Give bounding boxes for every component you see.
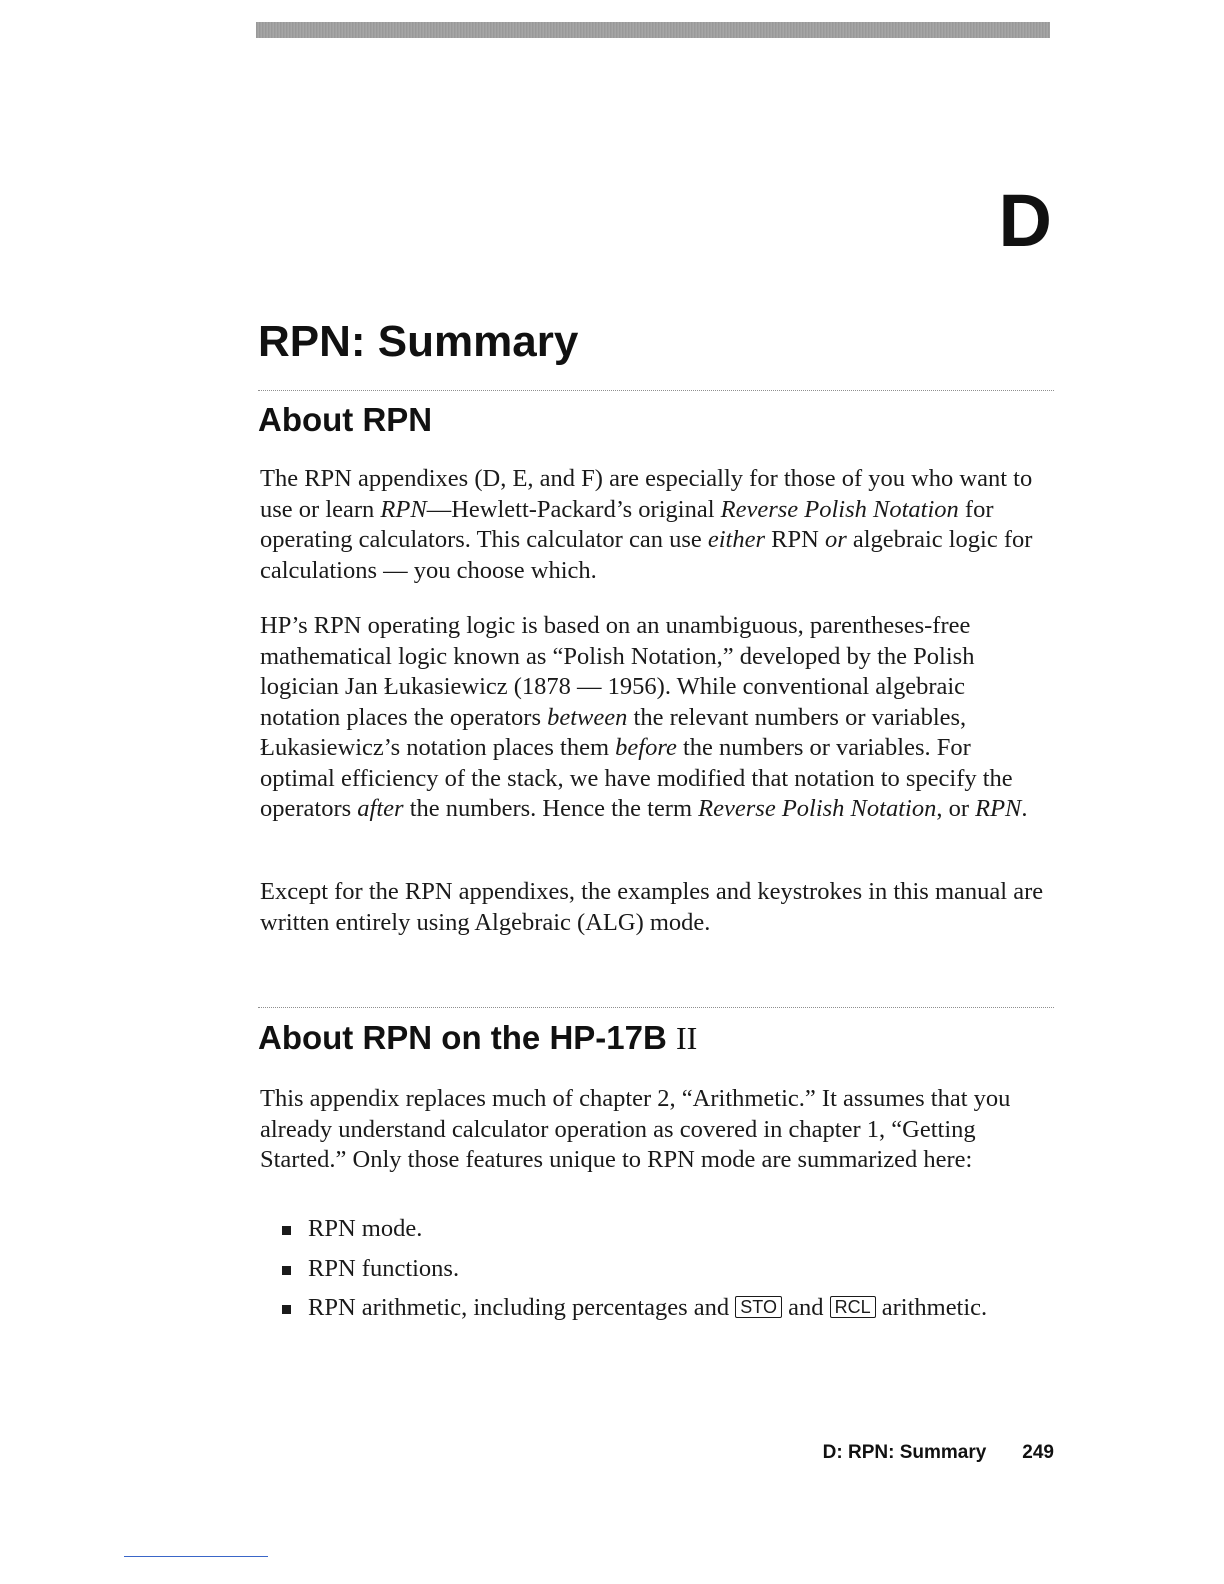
bullet-icon	[282, 1305, 291, 1314]
footer-label: D: RPN: Summary	[822, 1442, 987, 1463]
paragraph-appendix-scope: This appendix replaces much of chapter 2, “Arithmetic.” It assumes that you already understand calculator operation as covered in chapter 1, “Getting Started.” Only those features unique to RPN mode are summarized here:	[260, 1085, 1011, 1173]
list-item: RPN functions.	[260, 1254, 1050, 1285]
section-heading-about-rpn: About RPN	[258, 401, 433, 438]
sto-key: STO	[735, 1296, 782, 1318]
list-item: RPN arithmetic, including percentages and STO and RCL arithmetic.	[260, 1293, 1050, 1324]
rcl-key: RCL	[830, 1296, 876, 1318]
paragraph-intro: The RPN appendixes (D, E, and F) are especially for those of you who want to use or learn RPN—Hewlett-Packard’s original Reverse Polish Notation for operating calculators. This calculator can use either RPN or algebraic logic for calculations — you choose which.	[260, 465, 1033, 584]
chapter-letter: D	[998, 179, 1052, 262]
header-bar	[256, 22, 1050, 38]
page-title: RPN: Summary	[258, 317, 579, 366]
page-footer	[600, 1442, 1054, 1464]
paragraph-alg-mode: Except for the RPN appendixes, the examples and keystrokes in this manual are written entirely using Algebraic (ALG) mode.	[260, 878, 1044, 936]
paragraph-polish-notation: HP’s RPN operating logic is based on an unambiguous, parentheses-free mathematical logic known as “Polish Notation,” developed by the Polish logician Jan Łukasiewicz (1878 — 1956). While conventional algebraic notation places the operators between the relevant numbers or variables, Łukasiewicz’s notation places them before the numbers or variables. For optimal efficiency of the stack, we have modified that notation to specify the operators after the numbers. Hence the term Reverse Polish Notation, or RPN.	[260, 612, 1028, 822]
feature-list	[260, 1214, 1050, 1333]
section-divider	[258, 390, 1054, 391]
section-heading-rpn-on-hp17b: About RPN on the HP-17B II	[258, 1019, 698, 1056]
list-item: RPN mode.	[260, 1214, 1050, 1245]
page-number: 249	[1022, 1442, 1054, 1463]
section-divider	[258, 1007, 1054, 1008]
bullet-icon	[282, 1266, 291, 1275]
bullet-icon	[282, 1226, 291, 1235]
link-underline	[124, 1556, 268, 1557]
